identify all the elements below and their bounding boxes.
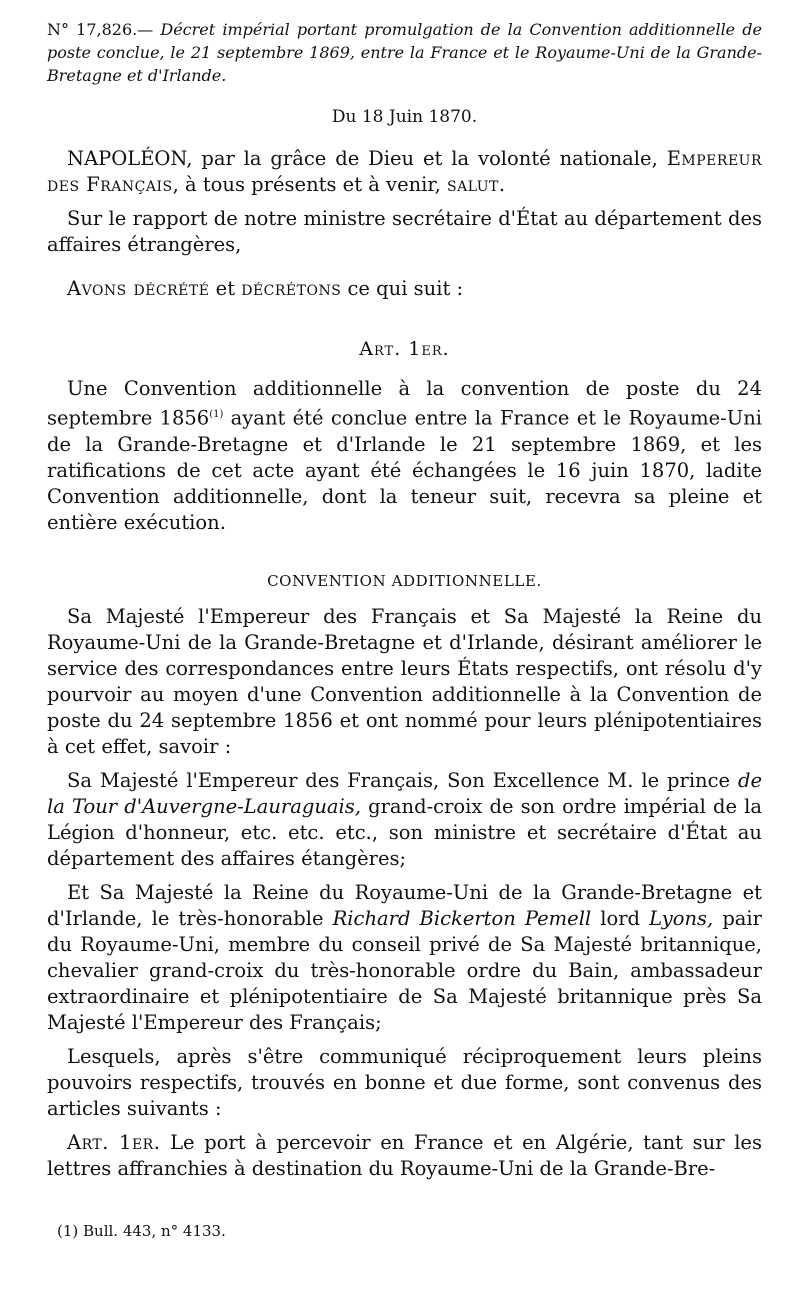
decree-date: Du 18 Juin 1870. <box>331 107 478 127</box>
article-1-text-b: ayant été conclue entre la France et le Royaume-Uni de la Grande-Bretagne et d'Irlande le 21 septembre 1869, et les ratifications de cet acte ayant été échangées le 16 juin 1870, ladite Convention additionnelle, dont la teneur suit, recevra sa pleine et entière exécution. <box>47 406 762 534</box>
footnote: (1) Bull. 443, n° 4133. <box>57 1221 226 1240</box>
avons-mid: et <box>209 277 242 300</box>
footnote-ref: (1) <box>209 409 224 420</box>
avons-decrete-paragraph <box>47 276 762 302</box>
para3-a: Et Sa Majesté la Reine du Royaume-Uni de la Grande-Bretagne et d'Irlande, le très-honorable <box>47 880 762 930</box>
decree-title: Décret impérial portant promulgation de la Convention additionnelle de poste conclue, le 21 septembre 1869, entre la France et le Royaume-Uni de la Grande-Bretagne et d'Irlande. <box>47 20 763 85</box>
convention-title: CONVENTION ADDITIONNELLE. <box>267 571 542 590</box>
para3-mid: lord <box>591 906 650 930</box>
para2-a: Sa Majesté l'Empereur des Français, Son Excellence M. le prince <box>67 768 738 792</box>
emperor-title: Empereur des Français <box>47 147 762 196</box>
article-1-text-a: Une Convention additionnelle à la convention de poste du 24 septembre 1856 <box>47 377 762 430</box>
para3-b: pair du Royaume-Uni, membre du conseil privé de Sa Majesté britannique, chevalier grand-croix du très-honorable ordre du Bain, ambassadeur extraordinaire et plénipotentiaire de Sa Majesté britannique près Sa Majesté l'Empereur des Français; <box>47 906 762 1034</box>
convention-article-1-label: Art. 1er. <box>67 1130 161 1154</box>
convention-paragraph-4: Lesquels, après s'être communiqué réciproquement leurs pleins pouvoirs respectifs, trouvés en bonne et due forme, sont convenus des articles suivants : <box>47 1044 762 1120</box>
napoleon-end: , à tous présents et à venir, <box>172 173 447 196</box>
prince-name: de la Tour d'Auvergne-Lauraguais, <box>47 768 762 818</box>
rapport-paragraph: Sur le rapport de notre ministre secrétaire d'État au département des affaires étrangères, <box>47 207 762 256</box>
avons-decrete: Avons décrété <box>67 277 210 300</box>
decree-number: N° 17,826.— <box>47 20 154 39</box>
napoleon-mid: , par la grâce de Dieu et la volonté nationale, <box>186 147 667 170</box>
napoleon-name: NAPOLÉON <box>67 147 187 170</box>
article-1-heading: Art. 1er. <box>359 338 450 360</box>
convention-paragraph-2 <box>47 768 762 872</box>
lord-name: Richard Bickerton Pemell <box>332 906 592 930</box>
convention-article-1-text: Le port à percevoir en France et en Algérie, tant sur les lettres affranchies à destination du Royaume-Uni de la Grande-Bre- <box>47 1130 762 1180</box>
avons-end: ce qui suit : <box>341 277 464 300</box>
convention-paragraph-1: Sa Majesté l'Empereur des Français et Sa Majesté la Reine du Royaume-Uni de la Grande-Bretagne et d'Irlande, désirant améliorer le service des correspondances entre leurs États respectifs, ont résolu d'y pourvoir au moyen d'une Convention additionnelle à la Convention de poste du 24 septembre 1856 et ont nommé pour leurs plénipotentiaires à cet effet, savoir : <box>47 604 762 758</box>
convention-paragraph-3 <box>47 880 762 1036</box>
lord-title: Lyons, <box>649 906 714 930</box>
para2-b: grand-croix de son ordre impérial de la Légion d'honneur, etc. etc. etc., son ministre et secrétaire d'État au département des affaires étangères; <box>47 794 762 870</box>
decretons: décrétons <box>241 277 342 300</box>
napoleon-paragraph <box>47 146 762 198</box>
article-1-text <box>47 376 762 536</box>
decree-header <box>47 18 762 87</box>
convention-article-1 <box>47 1130 762 1182</box>
salut-word: salut. <box>447 173 506 196</box>
